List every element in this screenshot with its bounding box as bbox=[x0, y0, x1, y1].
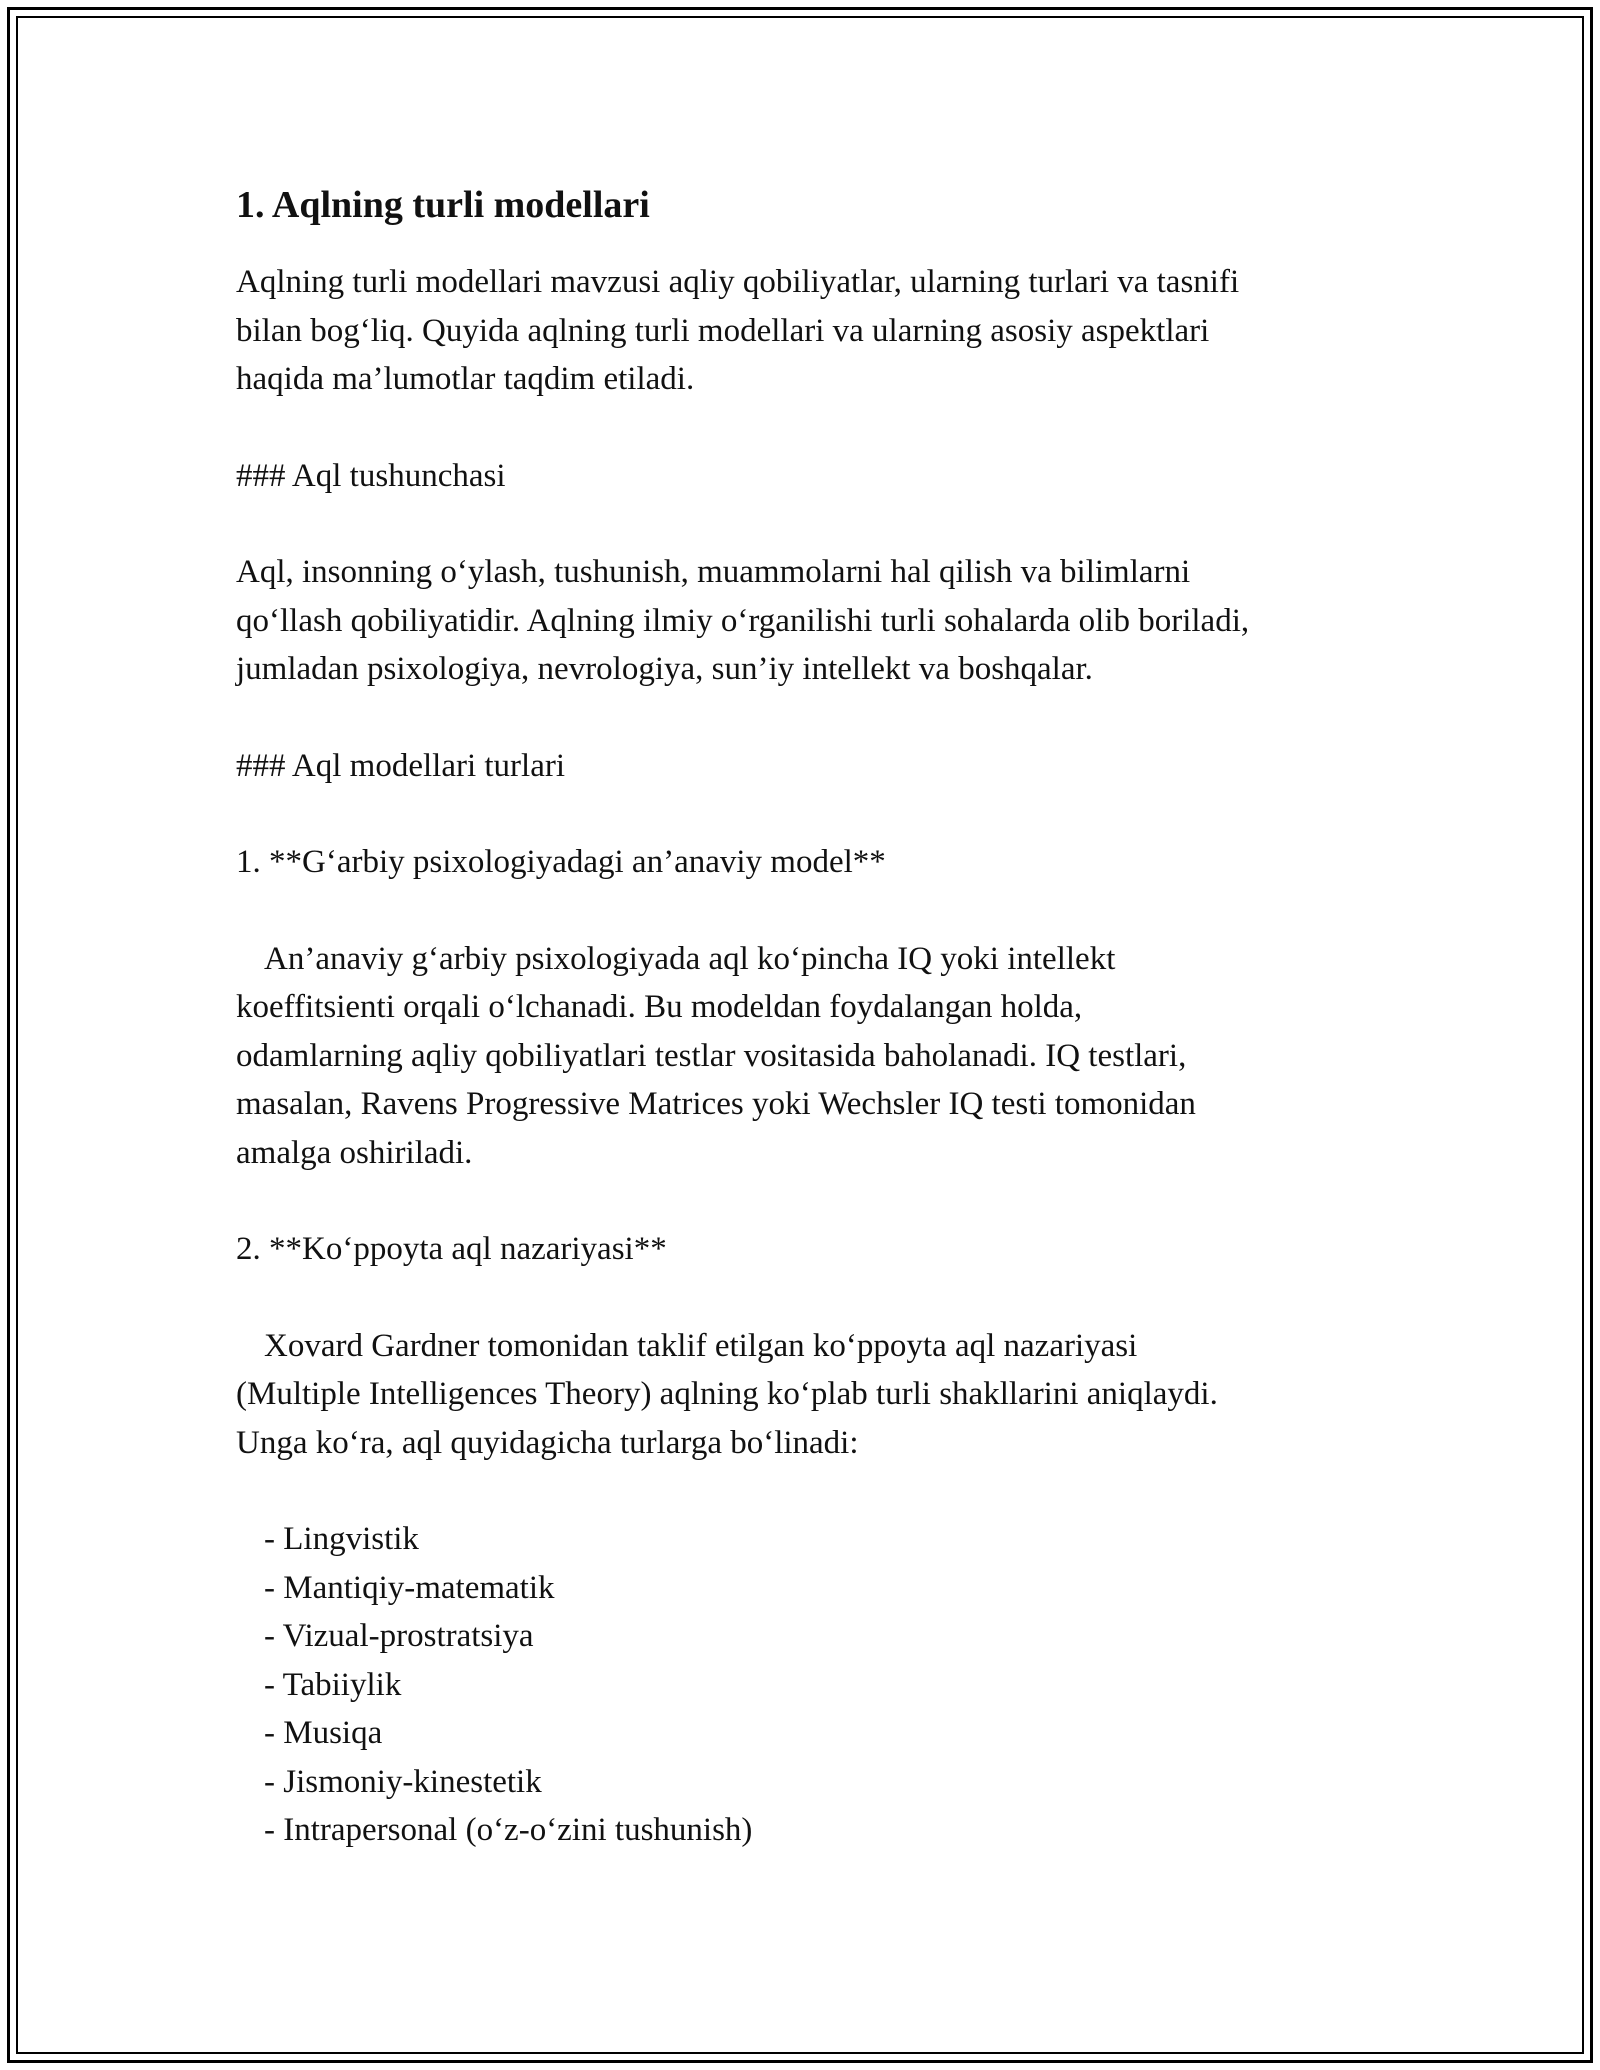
intelligence-types-list bbox=[236, 1515, 1386, 1855]
model-1-paragraph: An’anaviy g‘arbiy psixologiyada aql ko‘pincha IQ yoki intellekt koeffitsienti orqali o‘lchanadi. Bu modeldan foydalangan holda, odamlarning aqliy qobiliyatlari testlar vositasida baholanadi. IQ testlari, masalan, Ravens Progressive Matrices yoki Wechsler IQ testi tomonidan amalga oshiriladi. bbox=[236, 940, 1196, 1171]
list-item: - Lingvistik bbox=[264, 1521, 419, 1557]
list-item: - Mantiqiy-matematik bbox=[264, 1569, 555, 1606]
model-2-paragraph: Xovard Gardner tomonidan taklif etilgan ko‘ppoyta aql nazariyasi (Multiple Intelligences Theory) aqlning ko‘plab turli shakllarini aniqlaydi. Unga ko‘ra, aql quyidagicha turlarga bo‘linadi: bbox=[236, 1327, 1218, 1461]
heading-aql-tushunchasi: ### Aql tushunchasi bbox=[236, 457, 506, 494]
list-item: - Intrapersonal (o‘z-o‘zini tushunish) bbox=[264, 1812, 753, 1848]
intro-paragraph: Aqlning turli modellari mavzusi aqliy qobiliyatlar, ularning turlari va tasnifi bilan bog‘liq. Quyida aqlning turli modellari va ularning asosiy aspektlari haqida ma’lumotlar taqdim etiladi. bbox=[236, 264, 1240, 397]
list-item: - Tabiiylik bbox=[264, 1666, 402, 1703]
page-title: 1. Aqlning turli modellari bbox=[236, 184, 650, 226]
document-body bbox=[236, 182, 1386, 1855]
list-item: - Jismoniy-kinestetik bbox=[264, 1763, 542, 1800]
list-item: - Vizual-prostratsiya bbox=[264, 1618, 534, 1654]
list-item: - Musiqa bbox=[264, 1715, 383, 1751]
heading-aql-modellari-turlari: ### Aql modellari turlari bbox=[236, 747, 566, 784]
model-2-title: 2. **Ko‘ppoyta aql nazariyasi** bbox=[236, 1231, 667, 1267]
concept-paragraph: Aql, insonning o‘ylash, tushunish, muammolarni hal qilish va bilimlarni qo‘llash qobiliyatidir. Aqlning ilmiy o‘rganilishi turli sohalarda olib boriladi, jumladan psixologiya, nevrologiya, sun’iy intellekt va boshqalar. bbox=[236, 554, 1250, 687]
model-1-title: 1. **G‘arbiy psixologiyadagi an’anaviy model** bbox=[236, 844, 886, 880]
